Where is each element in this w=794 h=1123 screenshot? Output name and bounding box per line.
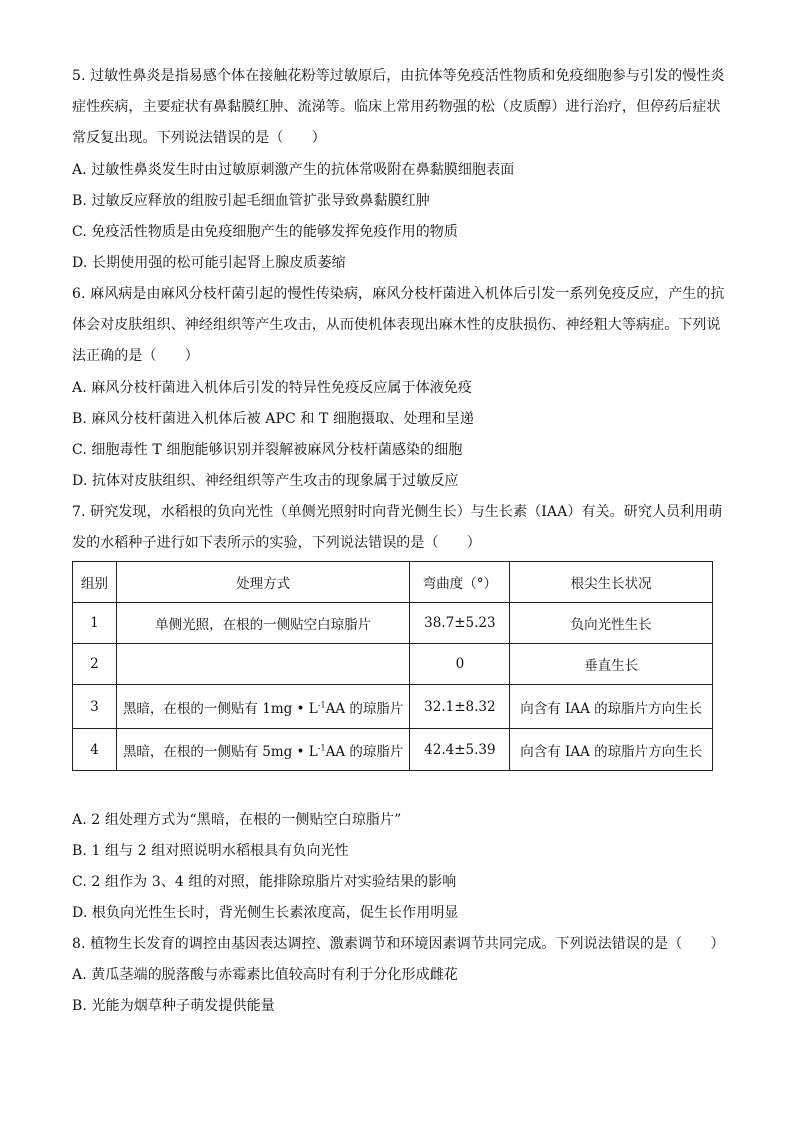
table-row — [73, 729, 713, 771]
treatment-text-tail: AA 的琼脂片 — [325, 743, 404, 760]
q6-stem-line-3: 法正确的是（ ） — [72, 348, 199, 364]
q7-option-b: B. 1 组与 2 组对照说明水稻根具有负向光性 — [72, 843, 349, 859]
unit-superscript: -1 — [317, 743, 326, 752]
cell-treatment — [116, 603, 409, 644]
q7-stem-line-2: 发的水稻种子进行如下表所示的实验，下列说法错误的是（ ） — [72, 535, 481, 551]
q5-option-c: C. 免疫活性物质是由免疫细胞产生的能够发挥免疫作用的物质 — [72, 224, 459, 240]
cell-treatment — [116, 685, 409, 729]
cell-curvature: 38.7±5.23 — [410, 603, 510, 644]
q6-option-b: B. 麻风分枝杆菌进入机体后被 APC 和 T 细胞摄取、处理和呈递 — [72, 411, 474, 427]
header-treatment: 处理方式 — [116, 562, 409, 603]
q5-option-a: A. 过敏性鼻炎发生时由过敏原刺激产生的抗体常吸附在鼻黏膜细胞表面 — [72, 162, 515, 178]
cell-curvature: 42.4±5.39 — [410, 729, 510, 771]
treatment-text: 黑暗，在根的一侧贴有 1mg • L — [122, 700, 318, 717]
q7-option-c: C. 2 组作为 3、4 组的对照，能排除琼脂片对实验结果的影响 — [72, 874, 457, 890]
q7-stem-line-1: 7. 研究发现，水稻根的负向光性（单侧光照射时向背光侧生长）与生长素（IAA）有关。研究人员利用萌 — [72, 504, 723, 520]
treatment-text-tail: AA 的琼脂片 — [325, 700, 404, 717]
q6-option-d: D. 抗体对皮肤组织、神经组织等产生攻击的现象属于过敏反应 — [72, 473, 459, 489]
q5-stem-line-3: 常反复出现。下列说法错误的是（ ） — [72, 130, 326, 146]
q6-stem-line-1: 6. 麻风病是由麻风分枝杆菌引起的慢性传染病，麻风分枝杆菌进入机体后引发一系列免疫反应，产生的抗 — [72, 286, 725, 302]
cell-group: 4 — [73, 729, 117, 771]
q5-option-b: B. 过敏反应释放的组胺引起毛细血管扩张导致鼻黏膜红肿 — [72, 193, 430, 209]
unit-superscript: -1 — [317, 700, 326, 709]
header-status: 根尖生长状况 — [510, 562, 713, 603]
q6-stem-line-2: 体会对皮肤组织、神经组织等产生攻击，从而使机体表现出麻木性的皮肤损伤、神经粗大等病症。下列说 — [72, 317, 721, 333]
cell-curvature: 0 — [410, 644, 510, 685]
cell-group: 2 — [73, 644, 117, 685]
header-curvature: 弯曲度（°） — [410, 562, 510, 603]
cell-group: 1 — [73, 603, 117, 644]
cell-status: 向含有 IAA 的琼脂片方向生长 — [510, 685, 713, 729]
q8-option-b: B. 光能为烟草种子萌发提供能量 — [72, 998, 275, 1014]
table-row — [73, 685, 713, 729]
cell-treatment — [116, 729, 409, 771]
q7-option-a: A. 2 组处理方式为“黑暗，在根的一侧贴空白琼脂片” — [72, 812, 402, 828]
q6-option-c: C. 细胞毒性 T 细胞能够识别并裂解被麻风分枝杆菌感染的细胞 — [72, 442, 463, 458]
treatment-text: 单侧光照，在根的一侧贴空白琼脂片 — [155, 617, 372, 633]
table-row — [73, 644, 713, 685]
q6-option-a: A. 麻风分枝杆菌进入机体后引发的特异性免疫反应属于体液免疫 — [72, 380, 473, 396]
cell-curvature: 32.1±8.32 — [410, 685, 510, 729]
cell-treatment — [116, 644, 409, 685]
cell-status: 垂直生长 — [510, 644, 713, 685]
q8-option-a: A. 黄瓜茎端的脱落酸与赤霉素比值较高时有利于分化形成雌花 — [72, 967, 458, 983]
cell-status: 负向光性生长 — [510, 603, 713, 644]
q8-stem-line-1: 8. 植物生长发育的调控由基因表达调控、激素调节和环境因素调节共同完成。下列说法错误的是（ ） — [72, 936, 725, 952]
table-row — [73, 603, 713, 644]
experiment-table — [72, 561, 713, 771]
q5-stem-line-1: 5. 过敏性鼻炎是指易感个体在接触花粉等过敏原后，由抗体等免疫活性物质和免疫细胞参与引发的慢性炎 — [72, 68, 725, 84]
q5-option-d: D. 长期使用强的松可能引起肾上腺皮质萎缩 — [72, 255, 346, 271]
table-header-row — [73, 562, 713, 603]
cell-group: 3 — [73, 685, 117, 729]
header-group: 组别 — [73, 562, 117, 603]
treatment-text: 黑暗，在根的一侧贴有 5mg • L — [122, 743, 318, 760]
cell-status: 向含有 IAA 的琼脂片方向生长 — [510, 729, 713, 771]
q5-stem-line-2: 症性疾病，主要症状有鼻黏膜红肿、流涕等。临床上常用药物强的松（皮质醇）进行治疗，但停药后症状 — [72, 99, 721, 115]
q7-option-d: D. 根负向光性生长时，背光侧生长素浓度高，促生长作用明显 — [72, 905, 459, 921]
